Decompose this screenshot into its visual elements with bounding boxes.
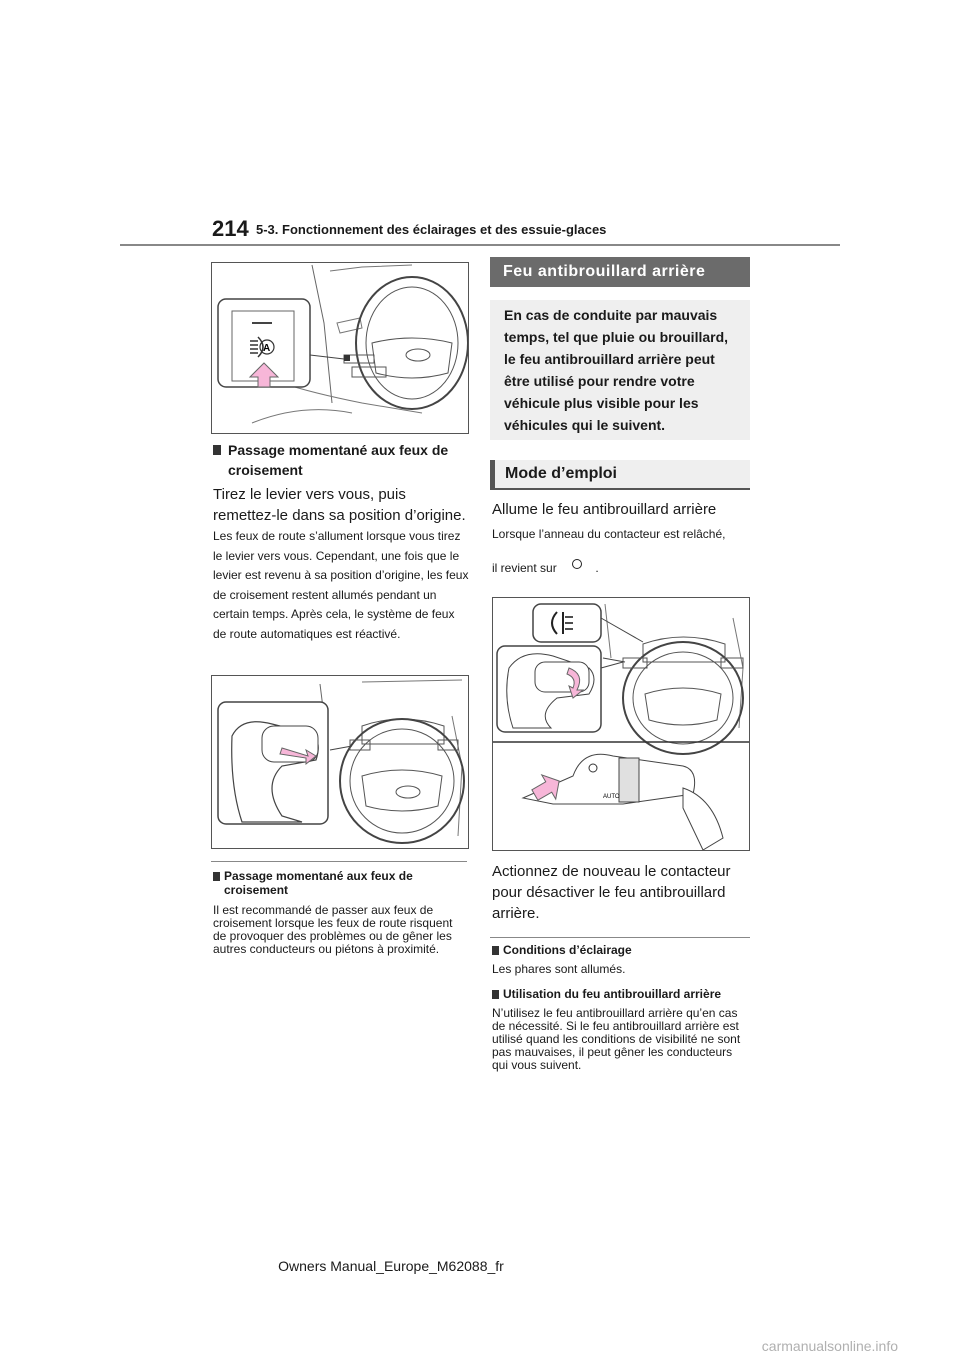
section-title: 5-3. Fonctionnement des éclairages et des essuie-glaces <box>256 222 607 237</box>
release-note: Lorsque l’anneau du contacteur est relâché, il revient sur . <box>492 527 726 575</box>
turn-off-rear-fog: Actionnez de nouveau le contacteur pour désactiver le feu antibrouillard arrière. <box>492 863 731 922</box>
bullet-square-icon <box>492 990 499 999</box>
figure-rear-fog-switch <box>492 597 750 851</box>
figure-auto-headlight-switch <box>211 262 469 434</box>
instruction-pull-lever: Tirez le levier vers vous, puis remettez-le dans sa position d’origine. <box>213 486 466 524</box>
banner-rear-fog: Feu antibrouillard arrière <box>490 257 750 287</box>
note-head-rear-fog-use: Utilisation du feu antibrouillard arrière <box>492 987 750 1001</box>
bullet-square-icon <box>213 872 220 881</box>
subhead-flash-low-beam: Passage momentané aux feux de croisement <box>213 440 463 480</box>
banner-instructions: Mode d’emploi <box>490 460 750 490</box>
note-body-rear-fog-use: N’utilisez le feu antibrouillard arrière qu’en cas de nécessité. Si le feu antibrouillard arrière est utilisé quand les conditions de visibilité ne sont pas mauvaises, il peut gêner les conducteurs qui vous suivent. <box>492 1006 741 1072</box>
right-note-rule <box>490 937 750 938</box>
figure-lever-pull <box>211 675 469 849</box>
note-body-lighting-conditions: Les phares sont allumés. <box>492 962 626 976</box>
watermark: carmanualsonline.info <box>761 1338 898 1354</box>
left-note-rule <box>211 861 467 862</box>
rear-fog-info-box: En cas de conduite par mauvais temps, tel que pluie ou brouillard, le feu antibrouillard arrière peut être utilisé pour rendre votre véhicule plus visible pour les véhicules qui le suivent. <box>490 300 750 440</box>
page-number: 214 <box>212 216 249 241</box>
header-rule <box>120 244 840 246</box>
bullet-square-icon <box>492 946 499 955</box>
note-head-flash-low-beam: Passage momentané aux feux de croisement <box>213 869 467 897</box>
auto-label: AUTO <box>603 794 620 800</box>
footer-text: Owners Manual_Europe_M62088_fr <box>278 1258 504 1274</box>
note-body-flash-low-beam: Il est recommandé de passer aux feux de croisement lorsque les feux de route risquent de provoquer des problèmes ou de gêner les autres conducteurs ou piétons à proximité. <box>213 903 453 956</box>
turn-on-rear-fog: Allume le feu antibrouillard arrière <box>492 501 717 518</box>
off-position-icon <box>572 559 582 569</box>
bullet-square-icon <box>213 445 221 455</box>
switch-letter-label: A <box>263 343 271 354</box>
explanation-high-beam: Les feux de route s’allument lorsque vous tirez le levier vers vous. Cependant, une fois que le levier est revenu à sa position d’origine, les feux de croisement restent allumés pendant un certain temps. Après cela, le système de feux de route automatiques est réactivé. <box>213 529 469 641</box>
footer <box>0 1258 960 1274</box>
note-head-lighting-conditions: Conditions d’éclairage <box>492 943 750 957</box>
